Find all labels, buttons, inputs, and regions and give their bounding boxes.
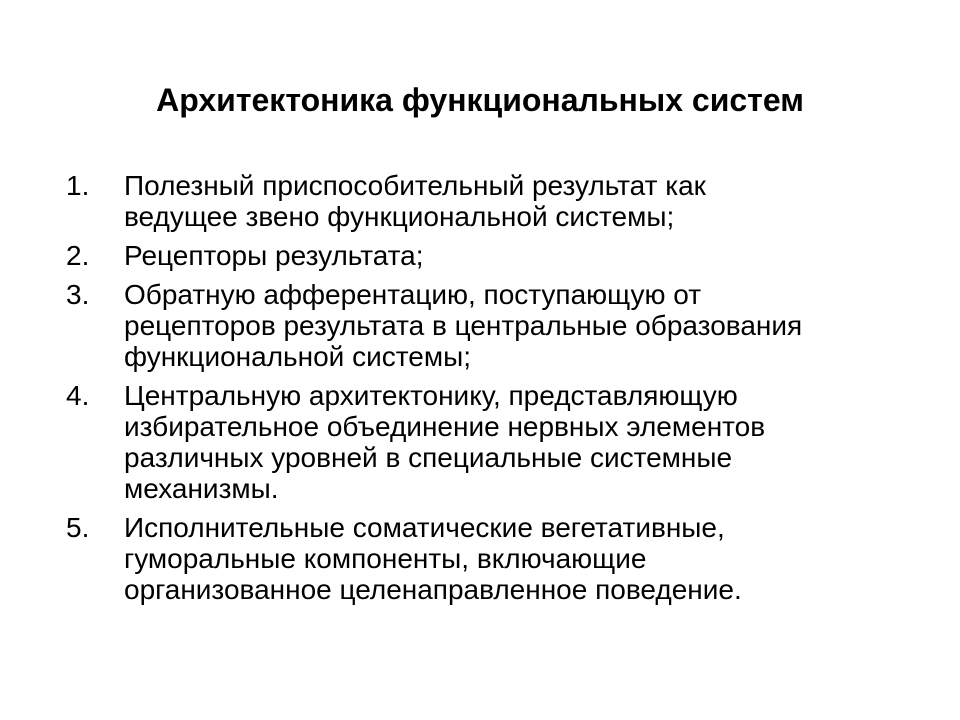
list-item-number: 4. [66,380,90,411]
list-item-text: Полезный приспособительный результат как ведущее звено функциональной системы; [124,170,706,232]
list-item [66,380,926,504]
list-item [66,512,926,605]
list-item-text: Исполнительные соматические вегетативные, гуморальные компоненты, включающие организованное целенаправленное поведение. [124,512,742,605]
list-item [66,240,926,271]
list-item-number: 2. [66,240,90,271]
slide-title: Архитектоника функциональных систем [156,82,804,118]
numbered-list [66,170,926,613]
list-item-text: Центральную архитектонику, представляющую избирательное объединение нервных элементов различных уровней в специальные системные механизмы. [124,380,766,504]
list-item-text: Обратную афферентацию, поступающую от рецепторов результата в центральные образования функциональной системы; [124,279,803,372]
list-item-text: Рецепторы результата; [124,240,424,271]
list-item [66,279,926,372]
list-item-number: 5. [66,512,90,543]
list-item-number: 1. [66,170,90,201]
list-item [66,170,926,232]
list-item-number: 3. [66,279,90,310]
